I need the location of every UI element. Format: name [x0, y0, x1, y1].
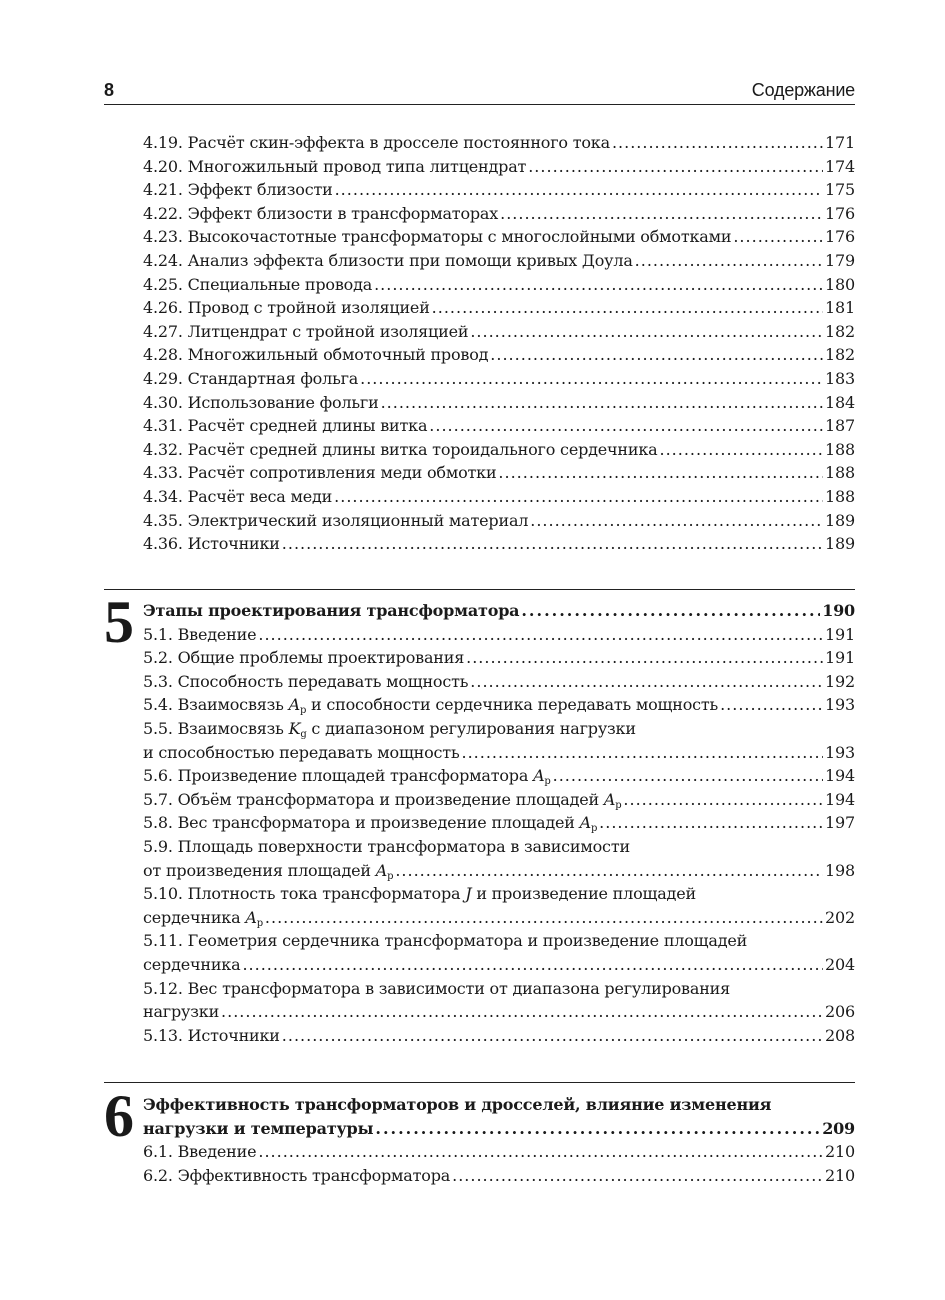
chapter-6-title: Эффективность трансформаторов и дросселей, влияние изменения	[143, 1095, 772, 1114]
entry-label: 5.1. Введение	[143, 624, 257, 644]
leader-dots	[242, 955, 823, 974]
entry-page: 181	[825, 298, 855, 318]
chapter-5-page: 190	[822, 601, 855, 620]
leader-dots	[432, 298, 823, 317]
entry-page: 187	[825, 416, 855, 436]
toc-entry-6-2[interactable]	[143, 1166, 855, 1190]
leader-dots	[720, 695, 823, 714]
toc-entry[interactable]	[143, 157, 855, 181]
leader-dots	[599, 813, 823, 832]
running-head-title: Содержание	[751, 80, 855, 100]
toc-entry[interactable]	[143, 416, 855, 440]
entry-label: 4.29. Стандартная фольга	[143, 368, 359, 388]
entry-label-text: и способности сердечника передавать мощность	[306, 695, 719, 715]
leader-dots	[258, 625, 823, 644]
entry-label: 5.2. Общие проблемы проектирования	[143, 648, 465, 668]
leader-dots	[623, 790, 823, 809]
entry-page: 194	[825, 766, 855, 786]
entry-label-text: 5.6. Произведение площадей трансформатора	[143, 766, 534, 786]
leader-dots	[553, 766, 823, 785]
leader-dots	[381, 393, 823, 412]
entry-label: 4.27. Литцендрат с тройной изоляцией	[143, 321, 469, 341]
entry-label-text: 5.5. Взаимосвязь	[143, 718, 289, 738]
entry-label-text: 5.4. Взаимосвязь	[143, 695, 289, 715]
toc-entry-5-12-line1[interactable]	[143, 979, 855, 1003]
symbol: A	[288, 695, 300, 715]
leader-dots	[470, 672, 823, 691]
leader-dots	[466, 648, 823, 667]
entry-page: 182	[825, 321, 855, 341]
leader-dots	[490, 345, 823, 364]
entry-label: 4.31. Расчёт средней длины витка	[143, 416, 428, 436]
entry-label: 4.25. Специальные провода	[143, 274, 373, 294]
leader-dots	[334, 487, 823, 506]
toc-entry-5-4[interactable]	[143, 695, 855, 719]
entry-page: 194	[825, 789, 855, 809]
toc-entry[interactable]	[143, 345, 855, 369]
toc-entry-5-8[interactable]	[143, 813, 855, 837]
entry-label: нагрузки	[143, 1002, 220, 1022]
chapter-6-title-line1[interactable]	[143, 1095, 855, 1119]
symbol: J	[465, 884, 472, 904]
entry-label	[143, 813, 597, 834]
entry-page: 179	[825, 250, 855, 270]
toc-entry-5-3[interactable]	[143, 672, 855, 696]
symbol: A	[603, 789, 616, 809]
symbol-subscript: p	[387, 870, 394, 882]
entry-page: 189	[825, 510, 855, 530]
toc-entry-5-10[interactable]	[143, 908, 855, 932]
entry-label: 6.1. Введение	[143, 1142, 257, 1162]
toc-entry-5-12[interactable]	[143, 1002, 855, 1026]
toc-entry-5-13[interactable]	[143, 1026, 855, 1050]
symbol-subscript: p	[544, 776, 551, 788]
entry-label: 4.32. Расчёт средней длины витка тороидального сердечника	[143, 439, 658, 459]
toc-entry[interactable]	[143, 393, 855, 417]
entry-label	[143, 908, 263, 929]
entry-label-text: сердечника	[143, 907, 246, 927]
toc-entry-5-11[interactable]	[143, 955, 855, 979]
toc-entry[interactable]	[143, 227, 855, 251]
leader-dots	[360, 369, 823, 388]
entry-page: 208	[825, 1025, 855, 1045]
entry-page: 189	[825, 534, 855, 554]
entry-label-text: 5.11. Геометрия сердечника трансформатора и произведение площадей	[143, 931, 748, 951]
toc-entry[interactable]	[143, 133, 855, 157]
entry-page: 193	[825, 742, 855, 762]
leader-dots	[335, 180, 823, 199]
toc-entry-5-10-line1[interactable]	[143, 884, 855, 908]
leader-dots	[635, 251, 823, 270]
entry-label: 4.33. Расчёт сопротивления меди обмотки	[143, 463, 497, 483]
symbol: A	[533, 766, 545, 786]
entry-page: 193	[825, 695, 855, 715]
entry-label: 4.35. Электрический изоляционный материал	[143, 510, 529, 530]
entry-label: 4.19. Расчёт скин-эффекта в дросселе постоянного тока	[143, 133, 610, 152]
entry-page: 197	[825, 813, 855, 833]
entry-page: 175	[825, 180, 855, 200]
leader-dots	[265, 908, 823, 927]
toc-entry[interactable]	[143, 463, 855, 487]
entry-label: 4.28. Многожильный обмоточный провод	[143, 345, 489, 365]
toc-entry-5-2[interactable]	[143, 648, 855, 672]
symbol: K	[288, 718, 301, 738]
entry-label	[143, 766, 551, 787]
entry-label: 6.2. Эффективность трансформатора	[143, 1165, 451, 1185]
leader-dots	[258, 1142, 823, 1161]
entry-page: 180	[825, 274, 855, 294]
entry-label: 4.36. Источники	[143, 534, 280, 554]
toc-entry[interactable]	[143, 511, 855, 535]
leader-dots	[395, 861, 823, 880]
entry-page: 202	[825, 907, 855, 927]
chapter-5-title: Этапы проектирования трансформатора	[143, 601, 520, 620]
chapter-6-title-cont: нагрузки и температуры	[143, 1118, 374, 1138]
running-head	[104, 78, 855, 105]
toc-entry-5-6[interactable]	[143, 766, 855, 790]
toc-entry-5-5-line1[interactable]	[143, 719, 855, 743]
symbol: A	[245, 907, 257, 927]
entry-label: сердечника	[143, 954, 241, 974]
entry-label-text: 5.10. Плотность тока трансформатора	[143, 884, 466, 904]
entry-label-text: 5.8. Вес трансформатора и произведение площадей	[143, 813, 580, 833]
entry-page: 204	[825, 954, 855, 974]
leader-dots	[470, 322, 823, 341]
entry-page: 206	[825, 1002, 855, 1022]
entry-page: 184	[825, 392, 855, 412]
chapter-6-page: 209	[822, 1118, 855, 1138]
toc-entry[interactable]	[143, 204, 855, 228]
toc-entry[interactable]	[143, 180, 855, 204]
leader-dots	[733, 227, 823, 246]
entry-page: 192	[825, 671, 855, 691]
entry-label: 5.13. Источники	[143, 1025, 280, 1045]
entry-label: 4.30. Использование фольги	[143, 392, 379, 412]
entry-label: 4.22. Эффект близости в трансформаторах	[143, 203, 499, 223]
leader-dots	[528, 157, 823, 176]
entry-page: 188	[825, 463, 855, 483]
entry-label-text: 5.12. Вес трансформатора в зависимости от диапазона регулирования	[143, 978, 731, 998]
chapter-6-number: 6	[104, 1083, 134, 1149]
entry-page: 171	[825, 133, 855, 152]
toc-entry-5-9[interactable]	[143, 861, 855, 885]
toc-entry[interactable]	[143, 369, 855, 393]
entry-page: 191	[825, 648, 855, 668]
toc-entry-5-7[interactable]	[143, 790, 855, 814]
entry-label: 4.23. Высокочастотные трансформаторы с многослойными обмотками	[143, 227, 732, 247]
chapter-6-entries	[143, 1095, 855, 1189]
leader-dots	[498, 463, 823, 482]
symbol-subscript: p	[256, 917, 263, 929]
symbol-subscript: g	[300, 728, 307, 740]
entry-page: 188	[825, 486, 855, 506]
toc-entry[interactable]	[143, 251, 855, 275]
entry-label-text: с диапазоном регулирования нагрузки	[306, 718, 636, 738]
entry-page: 198	[825, 860, 855, 880]
chapter-4-entries	[143, 133, 855, 558]
chapter-6-rule	[104, 1082, 855, 1083]
toc-entry-5-9-line1[interactable]	[143, 837, 855, 861]
chapter-5-entries	[143, 601, 855, 1049]
leader-dots	[500, 204, 823, 223]
leader-dots	[221, 1002, 823, 1021]
entry-label: 5.3. Способность передавать мощность	[143, 671, 469, 691]
entry-label-text: и произведение площадей	[471, 884, 696, 904]
leader-dots	[375, 1119, 820, 1138]
entry-label: 4.26. Провод с тройной изоляцией	[143, 298, 430, 318]
toc-entry-5-1[interactable]	[143, 625, 855, 649]
entry-label: 4.34. Расчёт веса меди	[143, 486, 333, 506]
entry-label	[143, 861, 393, 882]
entry-label: 4.24. Анализ эффекта близости при помощи кривых Доула	[143, 250, 633, 270]
entry-label	[143, 790, 621, 811]
toc-entry[interactable]	[143, 275, 855, 299]
entry-page: 182	[825, 345, 855, 365]
symbol-subscript: p	[615, 799, 622, 811]
page-number: 8	[104, 80, 114, 100]
entry-page: 174	[825, 156, 855, 176]
chapter-5-number: 5	[104, 589, 134, 655]
entry-page: 188	[825, 439, 855, 459]
entry-label: 4.21. Эффект близости	[143, 180, 333, 200]
symbol: A	[375, 860, 388, 880]
symbol: A	[579, 813, 591, 833]
leader-dots	[282, 534, 823, 553]
entry-label-text: от произведения площадей	[143, 860, 376, 880]
leader-dots	[429, 416, 823, 435]
leader-dots	[374, 275, 823, 294]
leader-dots	[282, 1026, 823, 1045]
entry-page: 191	[825, 624, 855, 644]
toc-entry-5-5[interactable]	[143, 743, 855, 767]
symbol-subscript: p	[299, 705, 307, 717]
entry-page: 176	[825, 203, 855, 223]
entry-label	[143, 695, 718, 716]
toc-entry[interactable]	[143, 534, 855, 558]
chapter-5-rule	[104, 589, 855, 590]
chapter-5-title-row[interactable]	[143, 601, 855, 625]
leader-dots	[461, 743, 823, 762]
leader-dots	[521, 601, 820, 620]
entry-label-text: 5.7. Объём трансформатора и произведение площадей	[143, 789, 604, 809]
toc-entry[interactable]	[143, 298, 855, 322]
entry-page: 183	[825, 368, 855, 388]
toc-entry-5-11-line1[interactable]	[143, 931, 855, 955]
toc-entry[interactable]	[143, 322, 855, 346]
symbol-subscript: p	[590, 823, 598, 835]
leader-dots	[660, 440, 824, 459]
leader-dots	[452, 1166, 823, 1185]
entry-page: 210	[825, 1165, 855, 1185]
toc-entry[interactable]	[143, 440, 855, 464]
entry-label: 4.20. Многожильный провод типа литцендрат	[143, 156, 527, 176]
toc-entry-6-1[interactable]	[143, 1142, 855, 1166]
entry-page: 210	[825, 1142, 855, 1162]
leader-dots	[530, 511, 823, 530]
entry-label-text: 5.9. Площадь поверхности трансформатора в зависимости	[143, 836, 630, 856]
entry-label: и способностью передавать мощность	[143, 742, 460, 762]
chapter-6-title-row[interactable]	[143, 1119, 855, 1143]
leader-dots	[612, 133, 823, 152]
toc-entry[interactable]	[143, 487, 855, 511]
entry-page: 176	[825, 227, 855, 247]
